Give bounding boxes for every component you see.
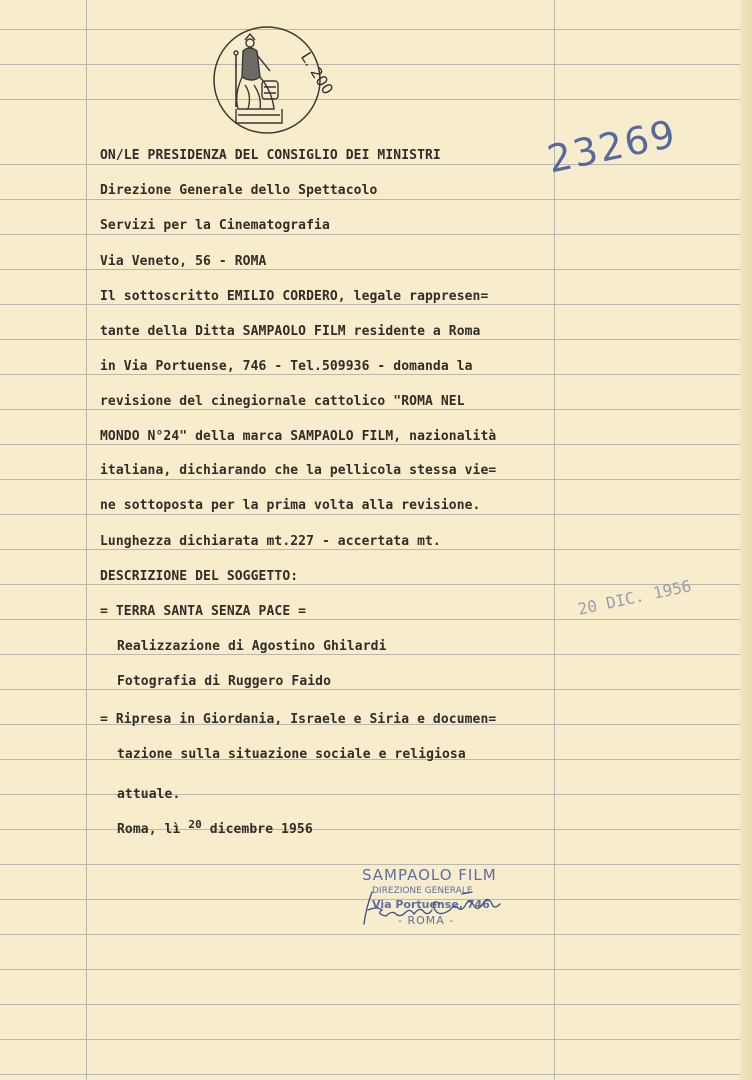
left-margin-rule: [86, 0, 87, 1080]
addressee-line: Direzione Generale dello Spettacolo: [100, 183, 378, 198]
stamp-value: [212, 25, 337, 135]
body-line: attuale.: [117, 787, 181, 802]
body-line: Fotografia di Ruggero Faido: [117, 674, 332, 689]
revenue-stamp: [212, 25, 337, 135]
body-line: italiana, dichiarando che la pellicola stessa vie=: [100, 463, 497, 478]
section-heading: DESCRIZIONE DEL SOGGETTO:: [100, 569, 299, 584]
company-stamp-department: DIREZIONE GENERALE: [372, 886, 473, 896]
paper-edge: [740, 0, 752, 1080]
protocol-number: 23269: [543, 111, 681, 182]
closing-day: 20: [188, 818, 202, 831]
body-line: MONDO N°24" della marca SAMPAOLO FILM, nazionalità: [100, 429, 497, 444]
stamp-value-text: L. 200: [296, 48, 337, 98]
body-line: tazione sulla situazione sociale e religiosa: [117, 747, 466, 762]
body-line: Realizzazione di Agostino Ghilardi: [117, 639, 387, 654]
closing-date: [117, 818, 313, 837]
body-line: = Ripresa in Giordania, Israele e Siria e documen=: [100, 712, 497, 727]
company-stamp-city: - ROMA -: [398, 914, 455, 927]
closing-place: Roma, lì: [117, 822, 189, 837]
addressee-line: ON/LE PRESIDENZA DEL CONSIGLIO DEI MINISTRI: [100, 148, 441, 163]
body-line: Il sottoscritto EMILIO CORDERO, legale rappresen=: [100, 289, 489, 304]
body-line: revisione del cinegiornale cattolico "ROMA NEL: [100, 394, 465, 409]
received-date-stamp: 20 DIC. 1956: [576, 576, 694, 619]
company-stamp-address: Via Portuense, 746: [372, 898, 490, 911]
body-line: tante della Ditta SAMPAOLO FILM residente a Roma: [100, 324, 481, 339]
body-line: Lunghezza dichiarata mt.227 - accertata mt.: [100, 534, 441, 549]
addressee-line: Servizi per la Cinematografia: [100, 218, 330, 233]
addressee-line: Via Veneto, 56 - ROMA: [100, 254, 267, 269]
subject-title: = TERRA SANTA SENZA PACE =: [100, 604, 307, 619]
body-line: in Via Portuense, 746 - Tel.509936 - domanda la: [100, 359, 473, 374]
company-stamp-name: SAMPAOLO FILM: [362, 866, 497, 884]
body-line: ne sottoposta per la prima volta alla revisione.: [100, 498, 481, 513]
signature-icon: [358, 880, 518, 930]
closing-rest: dicembre 1956: [201, 822, 313, 837]
